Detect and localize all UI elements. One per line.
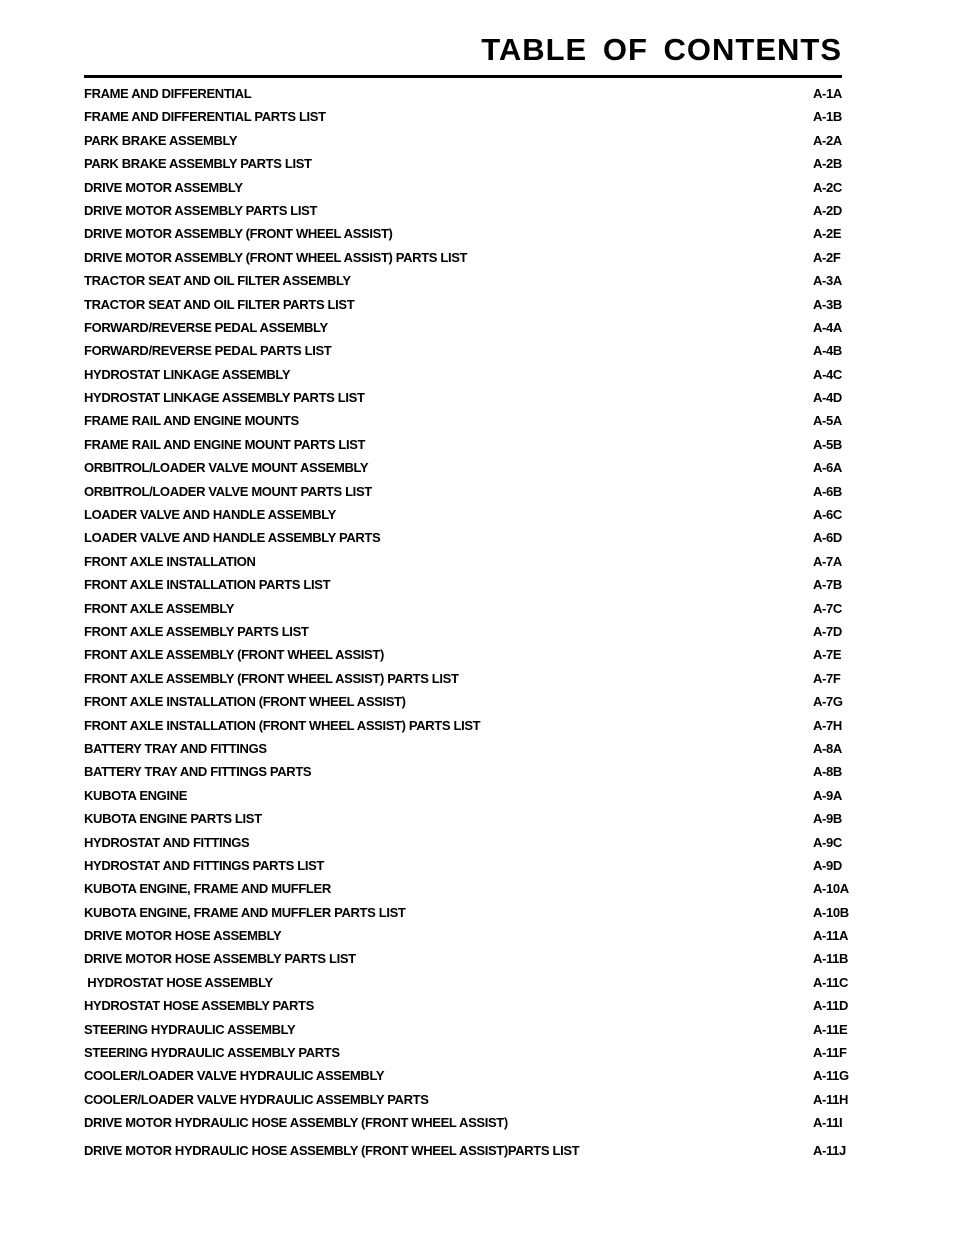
toc-entry[interactable] [84, 1068, 864, 1091]
toc-entry[interactable] [84, 741, 864, 764]
toc-entry[interactable] [84, 507, 864, 530]
toc-entry-title: DRIVE MOTOR HYDRAULIC HOSE ASSEMBLY (FRONT WHEEL ASSIST) [84, 1115, 508, 1131]
toc-entry-title: FRONT AXLE INSTALLATION PARTS LIST [84, 577, 331, 593]
toc-entry-title: HYDROSTAT LINKAGE ASSEMBLY PARTS LIST [84, 390, 365, 406]
toc-entry-page: A-10B [813, 904, 849, 920]
toc-entry[interactable] [84, 998, 864, 1021]
toc-entry[interactable] [84, 367, 864, 390]
toc-entry-title: TRACTOR SEAT AND OIL FILTER PARTS LIST [84, 296, 355, 312]
toc-entry[interactable] [84, 624, 864, 647]
toc-entry-page: A-11I [813, 1115, 843, 1131]
toc-entry-page: A-9A [813, 787, 842, 803]
toc-entry-title: COOLER/LOADER VALVE HYDRAULIC ASSEMBLY [84, 1068, 385, 1084]
toc-entry[interactable] [84, 297, 864, 320]
toc-entry-page: A-2F [813, 249, 841, 265]
toc-entry-page: A-11E [813, 1021, 848, 1037]
toc-entry-title: ORBITROL/LOADER VALVE MOUNT ASSEMBLY [84, 460, 369, 476]
toc-entry[interactable] [84, 788, 864, 811]
toc-entry-title: STEERING HYDRAULIC ASSEMBLY [84, 1021, 296, 1037]
toc-entry-title: KUBOTA ENGINE [84, 787, 188, 803]
toc-entry-title: HYDROSTAT HOSE ASSEMBLY PARTS [84, 998, 314, 1014]
toc-entry[interactable] [84, 881, 864, 904]
toc-entry-page: A-3B [813, 296, 842, 312]
toc-entry-title: HYDROSTAT AND FITTINGS PARTS LIST [84, 857, 325, 873]
toc-entry-page: A-11B [813, 951, 849, 967]
toc-entry-title: KUBOTA ENGINE PARTS LIST [84, 811, 262, 827]
page-title: TABLE OF CONTENTS [481, 32, 842, 67]
toc-entry[interactable] [84, 437, 864, 460]
toc-entry-title: KUBOTA ENGINE, FRAME AND MUFFLER PARTS LIST [84, 904, 406, 920]
toc-entry-page: A-7G [813, 694, 843, 710]
toc-entry-page: A-9C [813, 834, 842, 850]
toc-entry-title: FRONT AXLE ASSEMBLY PARTS LIST [84, 623, 309, 639]
toc-entry-page: A-7A [813, 553, 842, 569]
toc-entry-page: A-7H [813, 717, 842, 733]
toc-entry[interactable] [84, 530, 864, 553]
toc-entry-page: A-4B [813, 343, 842, 359]
toc-entry-page: A-9D [813, 857, 842, 873]
toc-entry-page: A-4D [813, 390, 842, 406]
toc-entry[interactable] [84, 577, 864, 600]
toc-entry[interactable] [84, 858, 864, 881]
toc-entry-title: DRIVE MOTOR ASSEMBLY (FRONT WHEEL ASSIST) PARTS LIST [84, 249, 468, 265]
toc-entry[interactable] [84, 343, 864, 366]
toc-entry-title: HYDROSTAT HOSE ASSEMBLY [84, 974, 273, 990]
toc-entry-title: BATTERY TRAY AND FITTINGS [84, 740, 267, 756]
toc-entry-page: A-11J [813, 1142, 846, 1158]
toc-entry-page: A-6C [813, 507, 842, 523]
toc-entry[interactable] [84, 390, 864, 413]
toc-entry-title: FORWARD/REVERSE PEDAL ASSEMBLY [84, 319, 328, 335]
toc-entry-page: A-2D [813, 202, 842, 218]
toc-entry-title: FRAME AND DIFFERENTIAL [84, 86, 252, 101]
toc-entry-page: A-2C [813, 179, 842, 195]
toc-entry-page: A-4A [813, 319, 842, 335]
toc-entry-title: KUBOTA ENGINE, FRAME AND MUFFLER [84, 881, 331, 897]
toc-entry[interactable] [84, 554, 864, 577]
toc-entry-page: A-1A [813, 86, 842, 101]
toc-entry-title: ORBITROL/LOADER VALVE MOUNT PARTS LIST [84, 483, 372, 499]
toc-entry-title: HYDROSTAT AND FITTINGS [84, 834, 250, 850]
toc-entry-title: STEERING HYDRAULIC ASSEMBLY PARTS [84, 1045, 340, 1061]
toc-entry[interactable] [84, 226, 864, 249]
toc-entry-title: FRONT AXLE INSTALLATION (FRONT WHEEL ASSIST) PARTS LIST [84, 717, 481, 733]
toc-entry-title: FRONT AXLE ASSEMBLY [84, 600, 235, 616]
toc-entry[interactable] [84, 203, 864, 226]
toc-entry-page: A-4C [813, 366, 842, 382]
toc-entry[interactable] [84, 1022, 864, 1045]
toc-entry-page: A-8A [813, 740, 842, 756]
toc-entry[interactable] [84, 484, 864, 507]
toc-entry-page: A-7D [813, 623, 842, 639]
toc-entry-page: A-8B [813, 764, 842, 780]
toc-entry-page: A-11C [813, 974, 849, 990]
toc-entry[interactable] [84, 928, 864, 951]
toc-entry-page: A-11D [813, 998, 849, 1014]
toc-entry-title: DRIVE MOTOR ASSEMBLY (FRONT WHEEL ASSIST) [84, 226, 393, 242]
toc-entry-title: LOADER VALVE AND HANDLE ASSEMBLY [84, 507, 336, 523]
toc-entry-title: FRAME AND DIFFERENTIAL PARTS LIST [84, 109, 326, 125]
toc-entry-page: A-10A [813, 881, 849, 897]
toc-entry-title: DRIVE MOTOR ASSEMBLY [84, 179, 243, 195]
toc-entry-page: A-11A [813, 928, 849, 944]
toc-entry-page: A-2B [813, 156, 842, 172]
toc-entry-title: DRIVE MOTOR HOSE ASSEMBLY [84, 928, 282, 944]
toc-entry[interactable] [84, 811, 864, 834]
toc-entry-title: FRONT AXLE INSTALLATION (FRONT WHEEL ASSIST) [84, 694, 406, 710]
toc-entry-page: A-11F [813, 1045, 847, 1061]
toc-entry-page: A-11G [813, 1068, 849, 1084]
toc-entry-title: BATTERY TRAY AND FITTINGS PARTS [84, 764, 312, 780]
toc-entry-title: HYDROSTAT LINKAGE ASSEMBLY [84, 366, 291, 382]
toc-entry[interactable] [84, 180, 864, 203]
toc-entry[interactable] [84, 1045, 864, 1068]
toc-entry[interactable] [84, 250, 864, 273]
toc-entry-title: FRONT AXLE INSTALLATION [84, 553, 256, 569]
toc-list [84, 86, 864, 1166]
toc-entry[interactable] [84, 951, 864, 974]
toc-entry[interactable] [84, 460, 864, 483]
toc-entry[interactable] [84, 601, 864, 624]
toc-entry[interactable] [84, 671, 864, 694]
toc-entry-title: PARK BRAKE ASSEMBLY [84, 132, 238, 148]
toc-entry-title: COOLER/LOADER VALVE HYDRAULIC ASSEMBLY PARTS [84, 1091, 429, 1107]
toc-entry-title: DRIVE MOTOR HYDRAULIC HOSE ASSEMBLY (FRONT WHEEL ASSIST)PARTS LIST [84, 1142, 580, 1158]
toc-entry-page: A-5A [813, 413, 842, 429]
toc-entry[interactable] [84, 86, 864, 109]
toc-entry[interactable] [84, 133, 864, 156]
toc-entry[interactable] [84, 156, 864, 179]
toc-entry-page: A-6A [813, 460, 842, 476]
toc-entry[interactable] [84, 1115, 864, 1138]
toc-entry-title: TRACTOR SEAT AND OIL FILTER ASSEMBLY [84, 273, 351, 289]
toc-entry-title: FRAME RAIL AND ENGINE MOUNT PARTS LIST [84, 436, 366, 452]
toc-entry[interactable] [84, 320, 864, 343]
toc-entry[interactable] [84, 647, 864, 670]
toc-entry[interactable] [84, 1143, 864, 1166]
toc-entry-page: A-1B [813, 109, 842, 125]
toc-entry[interactable] [84, 835, 864, 858]
toc-entry[interactable] [84, 905, 864, 928]
toc-entry-page: A-7E [813, 647, 842, 663]
toc-entry[interactable] [84, 764, 864, 787]
toc-entry[interactable] [84, 694, 864, 717]
toc-entry-page: A-7B [813, 577, 842, 593]
toc-entry-page: A-11H [813, 1091, 849, 1107]
toc-entry-page: A-7C [813, 600, 842, 616]
toc-entry-title: PARK BRAKE ASSEMBLY PARTS LIST [84, 156, 312, 172]
toc-entry-page: A-6B [813, 483, 842, 499]
toc-entry-title: FRONT AXLE ASSEMBLY (FRONT WHEEL ASSIST) PARTS LIST [84, 670, 459, 686]
toc-entry-page: A-3A [813, 273, 842, 289]
toc-entry-page: A-7F [813, 670, 841, 686]
toc-entry[interactable] [84, 273, 864, 296]
toc-entry-page: A-6D [813, 530, 842, 546]
toc-entry[interactable] [84, 975, 864, 998]
toc-entry[interactable] [84, 718, 864, 741]
toc-entry-title: FORWARD/REVERSE PEDAL PARTS LIST [84, 343, 332, 359]
toc-entry[interactable] [84, 1092, 864, 1115]
toc-entry-page: A-5B [813, 436, 842, 452]
title-underline [84, 75, 842, 78]
toc-entry[interactable] [84, 109, 864, 132]
toc-entry-title: FRONT AXLE ASSEMBLY (FRONT WHEEL ASSIST) [84, 647, 384, 663]
toc-entry-title: LOADER VALVE AND HANDLE ASSEMBLY PARTS [84, 530, 381, 546]
toc-entry-page: A-9B [813, 811, 842, 827]
toc-entry-title: FRAME RAIL AND ENGINE MOUNTS [84, 413, 299, 429]
toc-entry-title: DRIVE MOTOR HOSE ASSEMBLY PARTS LIST [84, 951, 356, 967]
toc-entry[interactable] [84, 413, 864, 436]
toc-entry-page: A-2E [813, 226, 842, 242]
toc-entry-title: DRIVE MOTOR ASSEMBLY PARTS LIST [84, 202, 318, 218]
toc-entry-page: A-2A [813, 132, 842, 148]
